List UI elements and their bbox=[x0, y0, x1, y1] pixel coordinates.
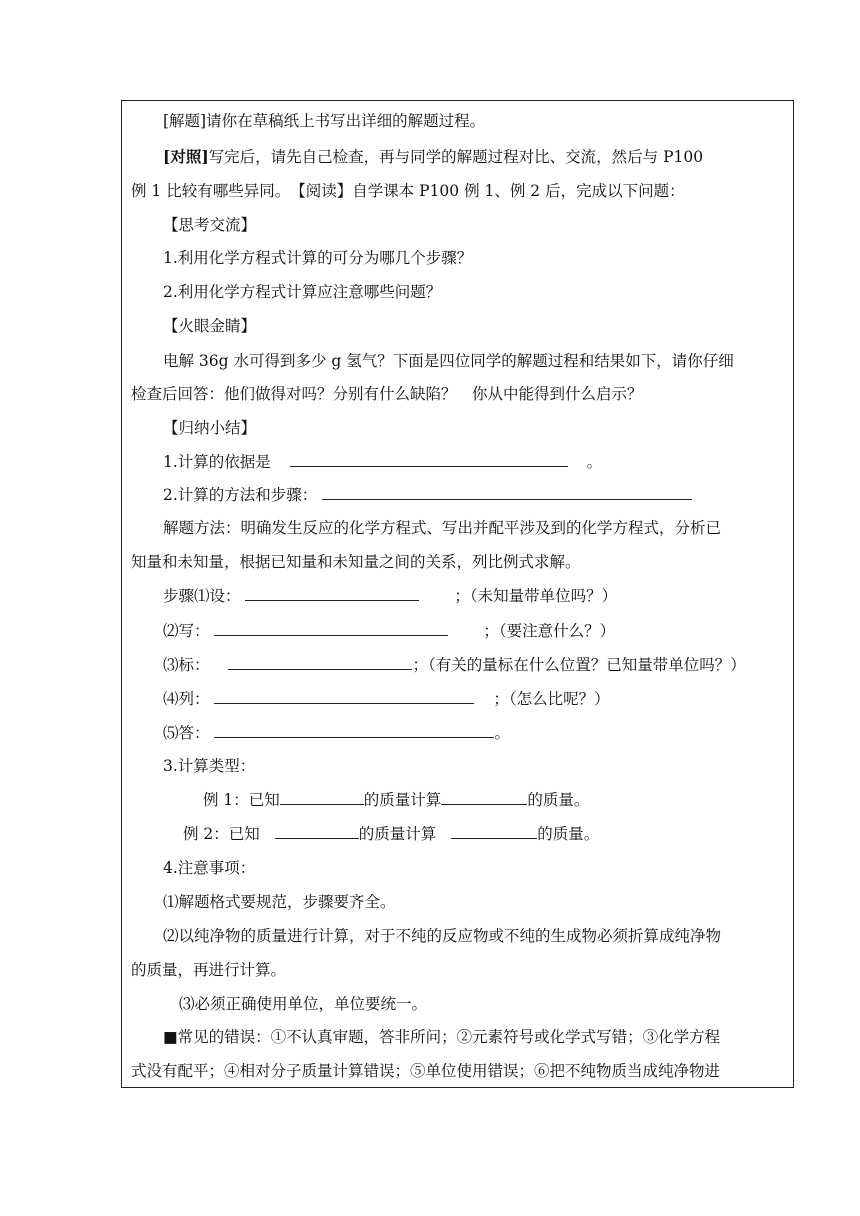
fill-blank bbox=[214, 723, 494, 738]
text-line bbox=[163, 248, 472, 268]
line-text: ⑶标： bbox=[163, 656, 210, 674]
text-line bbox=[163, 282, 441, 302]
text-line bbox=[163, 689, 610, 709]
line-text: 的质量计算 bbox=[363, 791, 442, 809]
line-text: 例 2：已知 bbox=[183, 825, 260, 843]
line-text: 例 1：已知 bbox=[203, 791, 280, 809]
text-line bbox=[163, 351, 734, 371]
line-text: ⑵写： bbox=[163, 622, 210, 640]
line-text: 2.利用化学方程式计算应注意哪些问题？ bbox=[163, 283, 442, 301]
line-text: 1.计算的依据是 bbox=[163, 453, 271, 471]
text-line bbox=[131, 181, 685, 201]
line-text: ⑶必须正确使用单位，单位要统一。 bbox=[179, 995, 428, 1013]
text-line bbox=[131, 552, 581, 572]
text-line bbox=[163, 111, 485, 131]
text-line bbox=[131, 384, 643, 404]
line-text: 解题方法：明确发生反应的化学方程式、写出并配平涉及到的化学方程式，分析已 bbox=[163, 519, 722, 537]
fill-blank bbox=[451, 824, 537, 839]
line-text: 2.计算的方法和步骤： bbox=[163, 486, 318, 504]
line-text: 例 1 比较有哪些异同。 【阅读】自学课本 P100 例 1、例 2 后，完成以下问题： bbox=[131, 182, 685, 200]
fill-blank bbox=[214, 621, 448, 636]
text-line bbox=[179, 994, 427, 1014]
line-text: 【归纳小结】 bbox=[163, 419, 257, 437]
line-text: ■常见的错误：①不认真审题，答非所问；②元素符号或化学式写错；③化学方程 bbox=[163, 1028, 721, 1046]
fill-blank bbox=[275, 824, 359, 839]
line-text: 知量和未知量，根据已知量和未知量之间的关系，列比例式求解。 bbox=[131, 553, 581, 571]
text-line bbox=[131, 960, 286, 980]
text-line bbox=[163, 621, 615, 641]
text-line bbox=[163, 655, 746, 675]
line-text: ；（有关的量标在什么位置？已知量带单位吗？） bbox=[412, 656, 746, 674]
compare-heading: [对照] bbox=[163, 147, 209, 166]
text-line bbox=[163, 858, 255, 878]
text-line bbox=[163, 518, 721, 538]
line-text: 4.注意事项： bbox=[163, 859, 256, 877]
line-text: ⑸答： bbox=[163, 724, 210, 742]
line-text: 式没有配平；④相对分子质量计算错误；⑤单位使用错误；⑥把不纯物质当成纯净物进 bbox=[131, 1062, 721, 1080]
fill-blank bbox=[441, 790, 527, 805]
line-text: 3.计算类型： bbox=[163, 757, 256, 775]
line-text: 的质量。 bbox=[537, 825, 600, 843]
text-line bbox=[183, 824, 599, 844]
line-text: [解题]请你在草稿纸上书写出详细的解题过程。 bbox=[163, 112, 486, 130]
line-text: 的质量。 bbox=[527, 791, 590, 809]
line-text: 【火眼金睛】 bbox=[163, 317, 257, 335]
line-text: 的质量，再进行计算。 bbox=[131, 961, 287, 979]
line-text: 。 bbox=[494, 724, 510, 742]
line-text: 。 bbox=[586, 453, 603, 471]
text-line bbox=[163, 1027, 720, 1047]
text-line bbox=[163, 756, 255, 776]
line-text: ；（要注意什么？） bbox=[483, 622, 616, 640]
line-text: 【思考交流】 bbox=[163, 216, 257, 234]
text-line bbox=[163, 452, 602, 472]
fill-blank bbox=[228, 655, 412, 670]
line-text: ⑴解题格式要规范，步骤要齐全。 bbox=[163, 893, 396, 911]
line-text: ；（未知量带单位吗？） bbox=[454, 587, 618, 605]
section-heading bbox=[163, 418, 256, 438]
text-line bbox=[163, 723, 510, 743]
line-text: ⑷列： bbox=[163, 690, 210, 708]
fill-blank bbox=[214, 689, 474, 704]
fill-blank bbox=[322, 485, 692, 500]
line-text: 检查后回答：他们做得对吗？分别有什么缺陷？ 你从中能得到什么启示？ bbox=[131, 385, 643, 403]
text-line bbox=[163, 485, 692, 505]
line-text: 写完后，请先自己检查，再与同学的解题过程对比、交流，然后与 P100 bbox=[208, 148, 704, 166]
line-text: 步骤⑴设： bbox=[163, 587, 241, 605]
line-text: ⑵以纯净物的质量进行计算，对于不纯的反应物或不纯的生成物必须折算成纯净物 bbox=[163, 927, 722, 945]
section-heading bbox=[163, 215, 256, 235]
line-text: 的质量计算 bbox=[358, 825, 437, 843]
text-line bbox=[131, 1061, 720, 1081]
text-line bbox=[163, 892, 396, 912]
line-text: 1.利用化学方程式计算的可分为哪几个步骤？ bbox=[163, 249, 473, 267]
text-line bbox=[163, 147, 703, 167]
fill-blank bbox=[245, 586, 419, 601]
fill-blank bbox=[290, 452, 568, 467]
section-heading bbox=[163, 316, 256, 336]
fill-blank bbox=[280, 790, 364, 805]
line-text: ；（怎么比呢？） bbox=[493, 690, 610, 708]
text-line bbox=[163, 926, 721, 946]
text-line bbox=[203, 790, 589, 810]
text-line bbox=[163, 586, 617, 606]
line-text: 电解 36g 水可得到多少 g 氢气？下面是四位同学的解题过程和结果如下，请你仔细 bbox=[163, 352, 734, 370]
